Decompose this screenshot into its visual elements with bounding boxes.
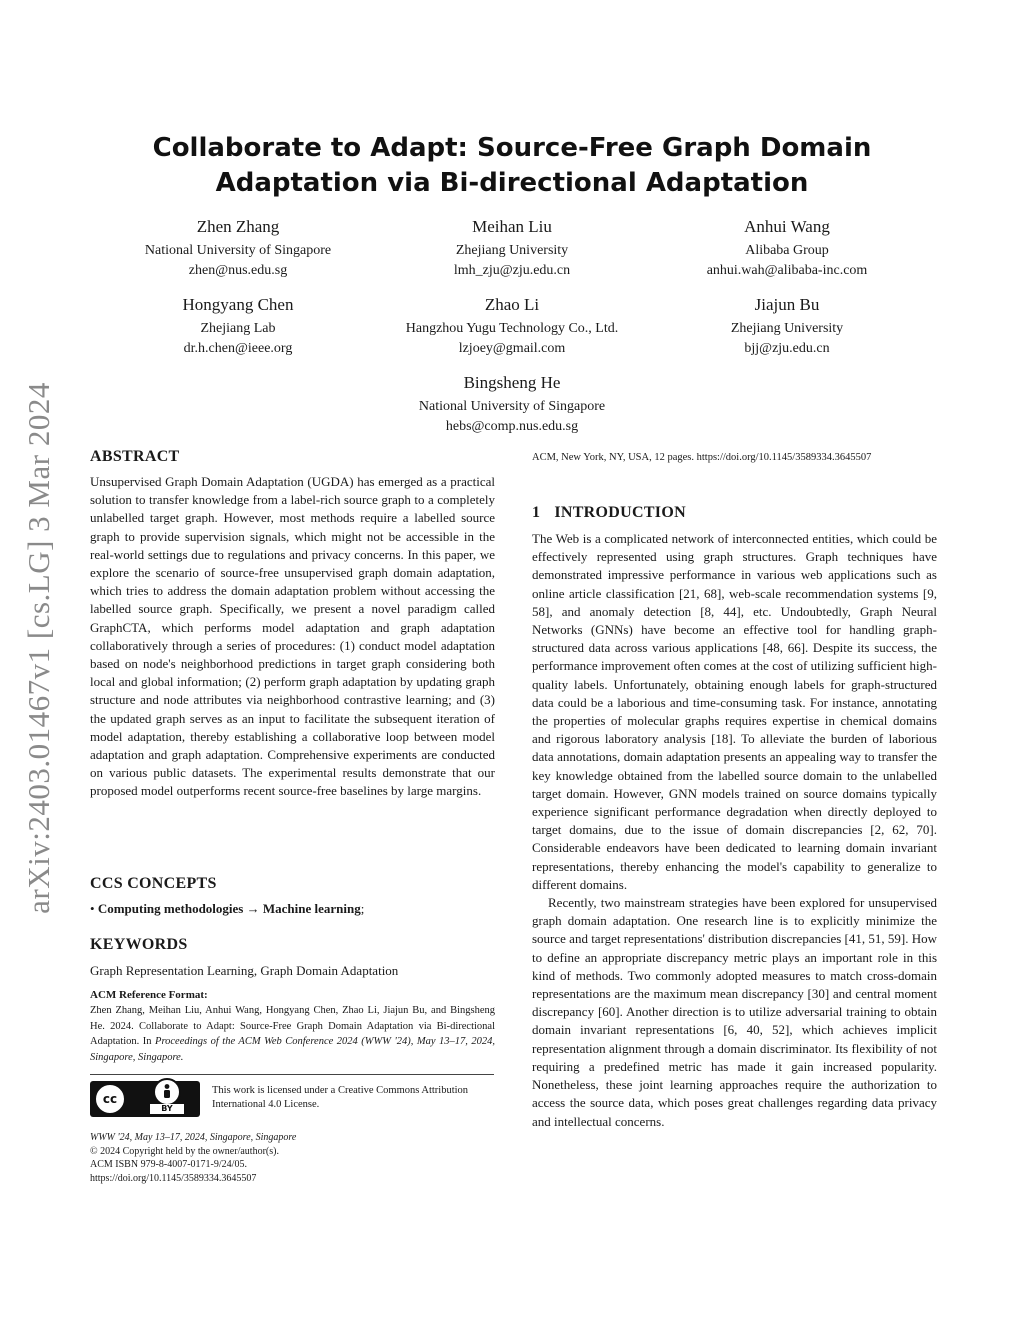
person-icon <box>153 1078 181 1106</box>
footer-block <box>90 1131 494 1185</box>
ccs-concept: Computing methodologies → Machine learning <box>97 901 361 916</box>
author-email: lzjoey@gmail.com <box>458 341 566 356</box>
footer-venue: WWW '24, May 13–17, 2024, Singapore, Singapore <box>90 1132 297 1143</box>
section-title: INTRODUCTION <box>554 504 686 521</box>
acm-reference-tail: ACM, New York, NY, USA, 12 pages. https://doi.org/10.1145/3589334.3645507 <box>532 452 872 463</box>
author-affiliation: Hangzhou Yugu Technology Co., Ltd. <box>405 321 619 336</box>
ccs-section <box>90 874 495 918</box>
author-affiliation: National University of Singapore <box>418 399 606 414</box>
ccs-item <box>90 900 495 918</box>
author-block <box>627 215 947 281</box>
by-label: BY <box>150 1104 184 1114</box>
license-rule <box>90 1074 494 1075</box>
footer-doi: https://doi.org/10.1145/3589334.3645507 <box>90 1172 257 1184</box>
author-block <box>352 371 672 437</box>
author-affiliation: Alibaba Group <box>745 243 829 258</box>
abstract-section <box>90 447 495 801</box>
author-name: Anhui Wang <box>744 217 830 236</box>
license-text: This work is licensed under a Creative Commons Attribution International 4.0 License. <box>212 1085 469 1110</box>
introduction-paragraph: Recently, two mainstream strategies have been explored for unsupervised graph domain adaptation. One research line is to explicitly minimize the source and target representations' distribution discrepancies [41, 51, 59]. How to define an appropriate discrepancy metric plays an important role in this kind of methods. Two commonly adopted measures to match cross-domain representations are the maximum mean discrepancy [30] and central moment discrepancy [60]. Another direction is to utilize adversarial training to obtain domain invariant representations [6, 40, 52], which achieves implicit representation alignment through a domain discriminator. Its flexibility of not requiring a predefined metric has made it gain increased popularity. Nonetheless, these joint learning approaches require the authorization to access the source data, which poses great challenges regarding data privacy and intellectual concerns. <box>532 895 937 1129</box>
keywords-heading: KEYWORDS <box>90 936 188 953</box>
author-name: Zhao Li <box>484 295 540 314</box>
ccs-heading: CCS CONCEPTS <box>90 875 217 892</box>
cc-by-badge <box>90 1081 200 1117</box>
footer-copyright: © 2024 Copyright held by the owner/author(s). <box>90 1145 279 1157</box>
author-name: Zhen Zhang <box>196 217 280 236</box>
author-name: Hongyang Chen <box>182 295 294 314</box>
cc-icon: cc <box>94 1083 126 1115</box>
author-affiliation: Zhejiang Lab <box>200 321 276 336</box>
footer-isbn: ACM ISBN 979-8-4007-0171-9/24/05. <box>90 1159 247 1171</box>
author-block <box>78 215 398 281</box>
introduction-heading <box>532 503 937 523</box>
introduction-paragraph: The Web is a complicated network of interconnected entities, which could be effectively represented using graph structures. Graph techniques have demonstrated impressive performance in various web applications such as online article classification [21, 68], web-scale recommendation systems [9, 58], and anomaly detection [8, 44], etc. Undoubtedly, Graph Neural Networks (GNNs) have become an effective tool for handling graph-structured data across various applications [48, 66]. Despite its success, the performance improvement often comes at the cost of utilizing sufficient high-quality labels. Unfortunately, obtaining enough labels for graph-structured data could be a laborious and time-consuming task. For instance, annotating the properties of molecular graphs requires expertise in chemical domains and rigorous laboratory analysis [18]. To alleviate the burden of laborious data annotations, domain adaptation presents an appealing way to transfer the key knowledge obtained from the labelled source domain to the unlabelled target domain. However, GNN models trained on source domains typically experience significant performance degradation when directly deployed to target domains, due to the issue of domain discrepancies [2, 62, 70]. Considerable endeavors have been dedicated to learning domain invariant representations, thereby enhancing the model's capability to generalize to different domains. <box>532 531 937 892</box>
arxiv-id: arXiv:2403.01467v1 [cs.LG] 3 Mar 2024 <box>21 381 57 914</box>
paper-title: Collaborate to Adapt: Source-Free Graph Domain Adaptation via Bi-directional Adaptation <box>152 133 872 198</box>
author-name: Meihan Liu <box>472 217 552 236</box>
acm-reference-body: Zhen Zhang, Meihan Liu, Anhui Wang, Hongyang Chen, Zhao Li, Jiajun Bu, and Bingsheng He. 2024. Collaborate to Adapt: Source-Free Graph Domain Adaptation via Bi-directional Adaptation. In <box>90 1005 495 1048</box>
acm-reference-text <box>90 1003 495 1065</box>
author-name: Jiajun Bu <box>754 295 820 314</box>
author-name: Bingsheng He <box>463 373 561 392</box>
arxiv-sidebar-stamp <box>14 360 64 935</box>
author-email: zhen@nus.edu.sg <box>188 263 288 278</box>
author-email: lmh_zju@zju.edu.cn <box>453 263 571 278</box>
abstract-text: Unsupervised Graph Domain Adaptation (UGDA) has emerged as a practical solution to transfer knowledge from a label-rich source graph to a completely unlabelled target graph. However, most methods require a labelled source graph to provide supervision signals, which might not be accessible in the real-world settings due to regulations and privacy concerns. In this paper, we explore the scenario of source-free unsupervised graph domain adaptation, which tries to address the domain adaptation problem without accessing the labelled source graph. Specifically, we present a novel paradigm called GraphCTA, which performs model adaptation and graph adaptation collaboratively through a series of procedures: (1) conduct model adaptation based on node's neighborhood predictions in target graph considering both local and global information; (2) perform graph adaptation by updating graph structure and node attributes via neighborhood contrastive learning; and (3) the updated graph serves as an input to facilitate the subsequent iteration of model adaptation, thereby establishing a collaborative loop between model adaptation and graph adaptation. Comprehensive experiments are conducted on various public datasets. The experimental results demonstrate that our proposed model outperforms recent source-free baselines by large margins. <box>90 474 495 799</box>
author-affiliation: Zhejiang University <box>455 243 569 258</box>
author-email: hebs@comp.nus.edu.sg <box>445 419 579 434</box>
acm-reference-heading: ACM Reference Format: <box>90 989 208 1001</box>
author-block <box>627 293 947 359</box>
author-email: dr.h.chen@ieee.org <box>183 341 293 356</box>
author-email: bjj@zju.edu.cn <box>744 341 830 356</box>
acm-reference-section <box>90 989 495 1065</box>
keywords-section <box>90 935 495 980</box>
introduction-section <box>532 503 937 1131</box>
abstract-heading: ABSTRACT <box>90 448 180 465</box>
author-affiliation: Zhejiang University <box>730 321 844 336</box>
ccs-bullet: • <box>90 901 95 916</box>
author-email: anhui.wah@alibaba-inc.com <box>706 263 868 278</box>
keywords-text: Graph Representation Learning, Graph Domain Adaptation <box>90 963 399 978</box>
author-block <box>352 293 672 359</box>
acm-reference-venue: Proceedings of the ACM Web Conference 2024 (WWW '24), May 13–17, 2024, Singapore, Singapore. <box>90 1036 496 1063</box>
ccs-suffix: ; <box>360 901 365 916</box>
author-affiliation: National University of Singapore <box>144 243 332 258</box>
section-number: 1 <box>532 504 541 521</box>
author-block <box>78 293 398 359</box>
author-block <box>352 215 672 281</box>
acm-reference-continuation <box>532 450 937 466</box>
